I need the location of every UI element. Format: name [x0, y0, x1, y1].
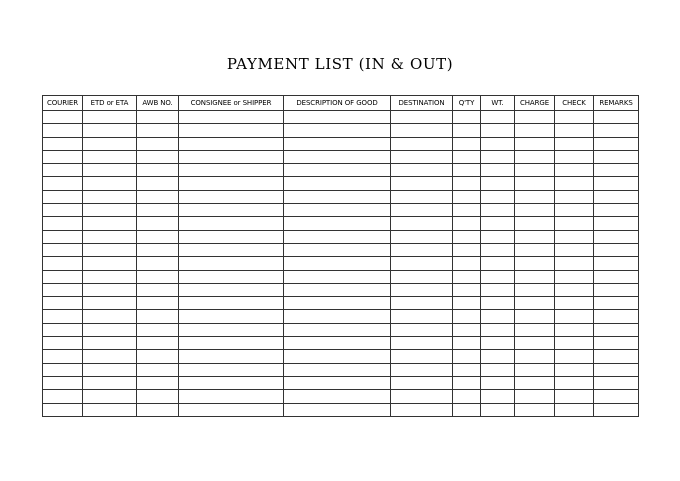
table-cell [137, 403, 179, 416]
table-cell [43, 204, 83, 217]
table-cell [391, 230, 453, 243]
table-row [43, 337, 639, 350]
table-cell [481, 350, 515, 363]
table-cell [515, 283, 555, 296]
table-cell [391, 337, 453, 350]
table-cell [453, 177, 481, 190]
table-cell [481, 243, 515, 256]
table-cell [515, 270, 555, 283]
table-cell [391, 150, 453, 163]
table-cell [179, 230, 284, 243]
table-cell [284, 204, 391, 217]
table-cell [284, 390, 391, 403]
table-cell [594, 270, 639, 283]
table-cell [594, 403, 639, 416]
table-cell [83, 310, 137, 323]
table-cell [137, 124, 179, 137]
table-cell [481, 376, 515, 389]
table-cell [137, 363, 179, 376]
table-cell [594, 337, 639, 350]
table-cell [179, 376, 284, 389]
table-cell [137, 111, 179, 124]
table-cell [453, 403, 481, 416]
column-header-destination: DESTINATION [391, 96, 453, 111]
table-cell [515, 297, 555, 310]
table-cell [284, 137, 391, 150]
column-header-qty: Q'TY [453, 96, 481, 111]
table-cell [43, 323, 83, 336]
table-cell [481, 283, 515, 296]
table-row [43, 204, 639, 217]
table-cell [391, 390, 453, 403]
table-cell [137, 217, 179, 230]
table-cell [515, 190, 555, 203]
table-cell [555, 310, 594, 323]
table-row [43, 297, 639, 310]
table-cell [83, 111, 137, 124]
table-cell [594, 350, 639, 363]
table-cell [284, 190, 391, 203]
table-row [43, 363, 639, 376]
table-cell [179, 137, 284, 150]
table-cell [284, 310, 391, 323]
table-cell [555, 204, 594, 217]
table-cell [391, 137, 453, 150]
table-cell [515, 124, 555, 137]
table-cell [391, 376, 453, 389]
table-cell [481, 403, 515, 416]
table-cell [179, 270, 284, 283]
table-cell [453, 137, 481, 150]
table-cell [594, 177, 639, 190]
table-cell [555, 323, 594, 336]
table-cell [481, 111, 515, 124]
table-cell [481, 270, 515, 283]
table-row [43, 283, 639, 296]
table-cell [481, 257, 515, 270]
table-cell [137, 283, 179, 296]
table-cell [594, 150, 639, 163]
table-cell [481, 204, 515, 217]
table-cell [391, 243, 453, 256]
table-cell [555, 164, 594, 177]
table-cell [391, 204, 453, 217]
table-row [43, 323, 639, 336]
table-cell [83, 297, 137, 310]
table-cell [284, 337, 391, 350]
table-cell [284, 270, 391, 283]
table-cell [481, 363, 515, 376]
table-cell [515, 111, 555, 124]
table-cell [179, 283, 284, 296]
table-cell [179, 243, 284, 256]
table-cell [284, 124, 391, 137]
table-cell [481, 177, 515, 190]
table-cell [83, 190, 137, 203]
table-cell [555, 124, 594, 137]
table-cell [453, 297, 481, 310]
table-cell [555, 376, 594, 389]
table-cell [179, 124, 284, 137]
table-cell [83, 164, 137, 177]
table-body [43, 111, 639, 417]
column-header-consignee-shipper: CONSIGNEE or SHIPPER [179, 96, 284, 111]
table-cell [453, 150, 481, 163]
table-cell [43, 376, 83, 389]
table-cell [481, 124, 515, 137]
table-cell [555, 270, 594, 283]
table-cell [391, 310, 453, 323]
table-row [43, 164, 639, 177]
table-cell [555, 111, 594, 124]
table-cell [555, 257, 594, 270]
table-header-row [43, 96, 639, 111]
table-cell [284, 350, 391, 363]
table-cell [555, 177, 594, 190]
table-cell [43, 337, 83, 350]
table-cell [391, 363, 453, 376]
column-header-remarks: REMARKS [594, 96, 639, 111]
table-cell [179, 217, 284, 230]
table-cell [83, 137, 137, 150]
table-cell [453, 350, 481, 363]
table-row [43, 137, 639, 150]
table-cell [555, 230, 594, 243]
table-cell [43, 283, 83, 296]
table-cell [594, 137, 639, 150]
table-cell [179, 310, 284, 323]
table-cell [594, 230, 639, 243]
table-cell [453, 310, 481, 323]
table-cell [83, 337, 137, 350]
table-cell [137, 337, 179, 350]
table-cell [284, 297, 391, 310]
table-cell [391, 190, 453, 203]
document-title: PAYMENT LIST (IN & OUT) [226, 55, 454, 73]
table-cell [515, 376, 555, 389]
table-cell [179, 363, 284, 376]
table-row [43, 230, 639, 243]
table-cell [83, 283, 137, 296]
table-cell [481, 323, 515, 336]
table-cell [594, 217, 639, 230]
table-cell [179, 403, 284, 416]
table-row [43, 390, 639, 403]
table-row [43, 257, 639, 270]
table-cell [284, 283, 391, 296]
table-cell [83, 270, 137, 283]
table-cell [555, 390, 594, 403]
table-cell [515, 310, 555, 323]
table-cell [594, 111, 639, 124]
table-cell [137, 164, 179, 177]
table-cell [481, 390, 515, 403]
table-cell [179, 323, 284, 336]
table-cell [137, 150, 179, 163]
table-cell [284, 217, 391, 230]
table-cell [481, 150, 515, 163]
table-cell [43, 243, 83, 256]
table-cell [137, 390, 179, 403]
table-cell [555, 150, 594, 163]
table-row [43, 270, 639, 283]
column-header-description: DESCRIPTION OF GOOD [284, 96, 391, 111]
column-header-courier: COURIER [43, 96, 83, 111]
table-cell [594, 164, 639, 177]
table-row [43, 350, 639, 363]
table-cell [555, 283, 594, 296]
table-row [43, 243, 639, 256]
table-row [43, 150, 639, 163]
table-cell [43, 137, 83, 150]
table-cell [83, 257, 137, 270]
table-cell [515, 204, 555, 217]
table-cell [179, 350, 284, 363]
table-cell [83, 204, 137, 217]
table-cell [391, 164, 453, 177]
table-cell [515, 243, 555, 256]
table-cell [515, 363, 555, 376]
table-cell [453, 243, 481, 256]
table-cell [43, 363, 83, 376]
table-cell [453, 257, 481, 270]
table-cell [594, 376, 639, 389]
table-cell [453, 204, 481, 217]
table-cell [391, 217, 453, 230]
table-cell [83, 390, 137, 403]
table-cell [179, 150, 284, 163]
table-cell [481, 164, 515, 177]
table-cell [515, 403, 555, 416]
table-row [43, 124, 639, 137]
table-row [43, 111, 639, 124]
table-cell [43, 217, 83, 230]
table-row [43, 403, 639, 416]
table-cell [453, 164, 481, 177]
payment-table [42, 95, 639, 417]
table-cell [43, 403, 83, 416]
table-cell [594, 297, 639, 310]
table-cell [391, 283, 453, 296]
table-cell [137, 177, 179, 190]
table-row [43, 217, 639, 230]
table-cell [83, 243, 137, 256]
table-cell [137, 270, 179, 283]
table-cell [284, 363, 391, 376]
table-cell [515, 177, 555, 190]
table-cell [555, 243, 594, 256]
table-cell [453, 124, 481, 137]
table-row [43, 190, 639, 203]
table-cell [555, 337, 594, 350]
table-cell [43, 257, 83, 270]
table-cell [555, 297, 594, 310]
table-cell [515, 164, 555, 177]
table-cell [43, 310, 83, 323]
table-cell [594, 257, 639, 270]
table-row [43, 376, 639, 389]
table-cell [284, 111, 391, 124]
table-cell [481, 217, 515, 230]
table-cell [83, 177, 137, 190]
table-cell [43, 390, 83, 403]
table-cell [391, 270, 453, 283]
table-cell [284, 150, 391, 163]
table-cell [83, 350, 137, 363]
table-cell [179, 204, 284, 217]
table-cell [515, 390, 555, 403]
table-cell [391, 111, 453, 124]
table-cell [391, 323, 453, 336]
table-cell [284, 323, 391, 336]
table-cell [555, 350, 594, 363]
table-cell [453, 323, 481, 336]
table-cell [137, 323, 179, 336]
table-cell [43, 124, 83, 137]
table-cell [179, 190, 284, 203]
table-cell [43, 177, 83, 190]
table-cell [179, 390, 284, 403]
table-cell [137, 376, 179, 389]
table-cell [391, 177, 453, 190]
table-cell [453, 190, 481, 203]
column-header-check: CHECK [555, 96, 594, 111]
table-cell [453, 217, 481, 230]
table-cell [515, 337, 555, 350]
table-cell [284, 164, 391, 177]
table-cell [594, 283, 639, 296]
table-cell [284, 403, 391, 416]
table-cell [179, 177, 284, 190]
table-cell [555, 403, 594, 416]
table-cell [179, 257, 284, 270]
table-cell [453, 270, 481, 283]
table-cell [555, 137, 594, 150]
table-cell [137, 137, 179, 150]
table-cell [43, 150, 83, 163]
table-cell [481, 337, 515, 350]
table-row [43, 177, 639, 190]
table-cell [137, 243, 179, 256]
table-cell [594, 390, 639, 403]
table-cell [515, 137, 555, 150]
table-cell [284, 177, 391, 190]
table-cell [515, 150, 555, 163]
table-cell [594, 204, 639, 217]
table-cell [481, 190, 515, 203]
table-cell [43, 297, 83, 310]
table-cell [137, 204, 179, 217]
table-cell [481, 230, 515, 243]
table-cell [515, 217, 555, 230]
table-cell [594, 124, 639, 137]
table-cell [284, 257, 391, 270]
table-row [43, 310, 639, 323]
table-cell [83, 376, 137, 389]
table-cell [515, 350, 555, 363]
table-cell [555, 217, 594, 230]
table-cell [391, 257, 453, 270]
table-cell [137, 350, 179, 363]
table-cell [594, 310, 639, 323]
column-header-etd-eta: ETD or ETA [83, 96, 137, 111]
table-cell [391, 350, 453, 363]
column-header-wt: WT. [481, 96, 515, 111]
table-cell [453, 390, 481, 403]
column-header-awb-no: AWB NO. [137, 96, 179, 111]
table-cell [555, 363, 594, 376]
table-cell [83, 150, 137, 163]
table-cell [594, 323, 639, 336]
table-cell [83, 403, 137, 416]
table-cell [179, 111, 284, 124]
table-cell [515, 230, 555, 243]
table-cell [453, 337, 481, 350]
table-cell [83, 217, 137, 230]
table-cell [481, 137, 515, 150]
table-cell [83, 230, 137, 243]
table-cell [453, 283, 481, 296]
table-cell [43, 230, 83, 243]
table-cell [43, 164, 83, 177]
table-cell [137, 310, 179, 323]
table-cell [137, 230, 179, 243]
table-cell [137, 190, 179, 203]
table-cell [515, 323, 555, 336]
column-header-charge: CHARGE [515, 96, 555, 111]
table-cell [391, 403, 453, 416]
table-cell [391, 297, 453, 310]
table-cell [83, 124, 137, 137]
table-cell [391, 124, 453, 137]
table-cell [284, 243, 391, 256]
table-cell [43, 111, 83, 124]
table-cell [43, 190, 83, 203]
table-cell [453, 230, 481, 243]
table-cell [284, 376, 391, 389]
table-cell [179, 337, 284, 350]
table-cell [594, 190, 639, 203]
table-cell [43, 350, 83, 363]
table-cell [481, 297, 515, 310]
table-cell [594, 363, 639, 376]
table-cell [555, 190, 594, 203]
table-cell [83, 363, 137, 376]
table-cell [179, 164, 284, 177]
table-cell [137, 257, 179, 270]
table-cell [515, 257, 555, 270]
table-cell [43, 270, 83, 283]
table-cell [284, 230, 391, 243]
table-cell [453, 363, 481, 376]
table-cell [481, 310, 515, 323]
table-cell [137, 297, 179, 310]
table-cell [179, 297, 284, 310]
table-cell [453, 376, 481, 389]
table-cell [594, 243, 639, 256]
table-cell [453, 111, 481, 124]
table-cell [83, 323, 137, 336]
